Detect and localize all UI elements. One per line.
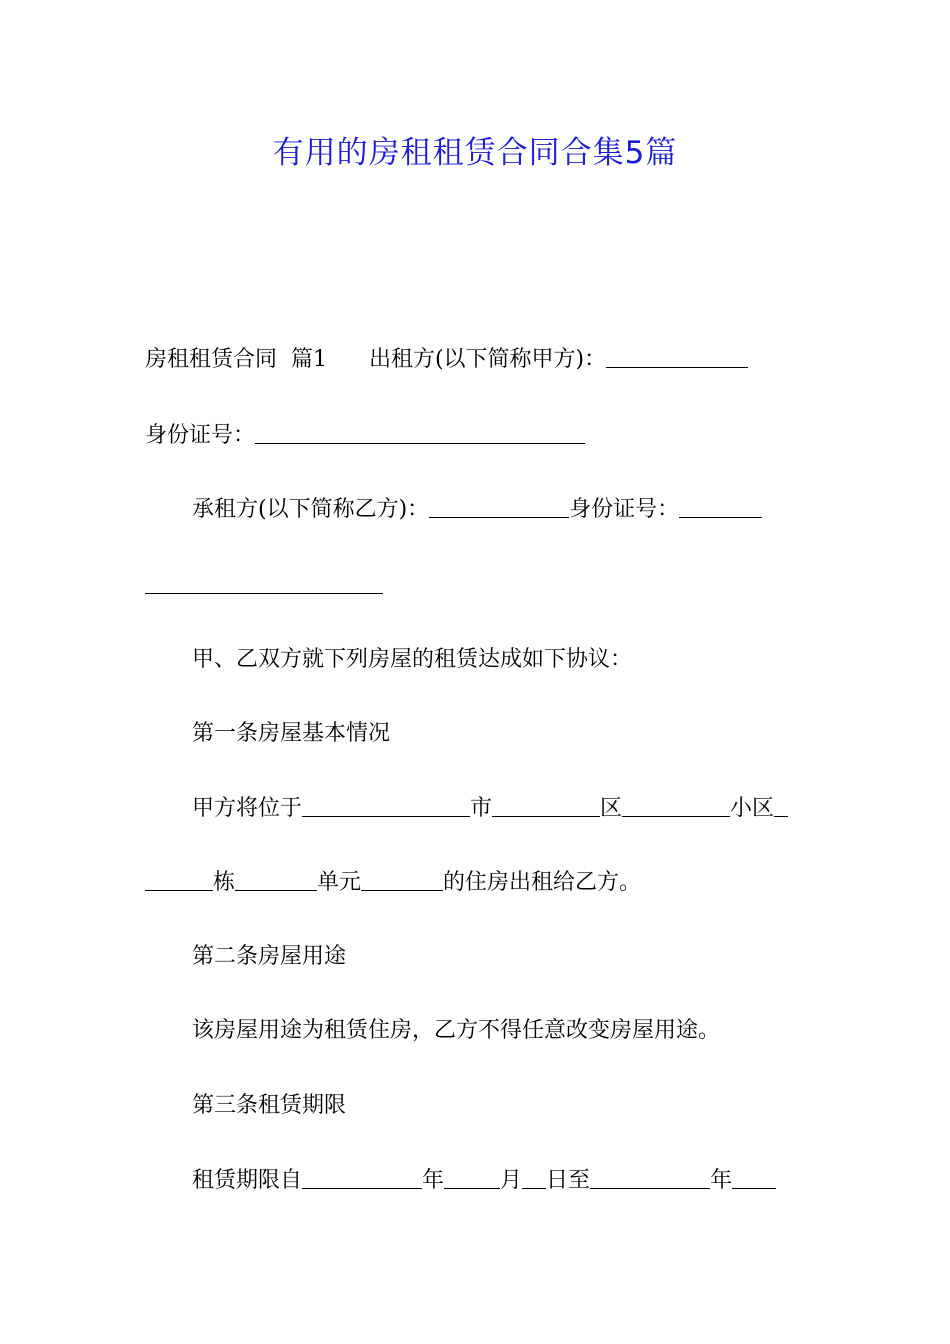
lease-term-label: 租赁期限自 <box>192 1168 303 1193</box>
start-month-label: 月 <box>500 1168 523 1193</box>
start-year-label: 年 <box>422 1168 445 1193</box>
article-2-heading-text: 第二条房屋用途 <box>192 944 347 969</box>
article-1-heading-text: 第一条房屋基本情况 <box>192 721 391 746</box>
lessor-label: 房租租赁合同 篇1 出租方(以下简称甲方)： <box>145 347 607 372</box>
location-label: 甲方将位于 <box>192 796 303 821</box>
article-3-heading <box>145 1086 854 1126</box>
city-blank <box>302 815 470 817</box>
lessee-id-blank <box>679 516 762 518</box>
community-label: 小区 <box>730 796 775 821</box>
end-year-blank <box>590 1187 710 1189</box>
building-label: 栋 <box>213 870 236 895</box>
lessee-id-blank-continued <box>145 592 383 594</box>
usage-clause-text: 该房屋用途为租赁住房，乙方不得任意改变房屋用途。 <box>192 1018 721 1043</box>
end-month-blank <box>732 1187 776 1189</box>
lease-term-line <box>145 1161 854 1201</box>
property-unit-line <box>145 863 807 903</box>
lessee-label: 承租方(以下简称乙方)： <box>192 497 430 522</box>
lessee-line <box>145 490 854 530</box>
lessor-id-line <box>145 416 807 456</box>
district-blank <box>492 815 600 817</box>
unit-label: 单元 <box>317 870 362 895</box>
end-year-label: 年 <box>710 1168 733 1193</box>
property-location-line <box>145 789 854 829</box>
article-3-heading-text: 第三条租赁期限 <box>192 1093 347 1118</box>
article-1-heading <box>145 714 854 754</box>
agreement-intro <box>145 640 854 680</box>
lessee-id-label: 身份证号： <box>569 497 680 522</box>
start-day-to-label: 日至 <box>546 1168 591 1193</box>
usage-clause <box>145 1011 854 1051</box>
start-day-blank <box>522 1187 546 1189</box>
community-blank <box>622 815 730 817</box>
unit-blank <box>235 889 317 891</box>
document-title: 有用的房租租赁合同合集5篇 <box>272 135 678 171</box>
building-blank <box>145 889 213 891</box>
rental-statement: 的住房出租给乙方。 <box>443 870 642 895</box>
start-month-blank <box>444 1187 500 1189</box>
lessee-id-continuation-line <box>145 566 807 606</box>
lessee-name-blank <box>429 516 569 518</box>
start-year-blank <box>302 1187 422 1189</box>
room-blank <box>361 889 443 891</box>
article-2-heading <box>145 937 854 977</box>
contract-heading-lessor-line <box>145 340 807 380</box>
agreement-intro-text: 甲、乙双方就下列房屋的租赁达成如下协议： <box>192 647 633 672</box>
lessor-name-blank <box>606 366 748 368</box>
building-blank-start <box>774 815 788 817</box>
lessor-id-label: 身份证号： <box>145 423 256 448</box>
district-label: 区 <box>600 796 623 821</box>
lessor-id-blank <box>255 442 585 444</box>
city-label: 市 <box>470 796 493 821</box>
